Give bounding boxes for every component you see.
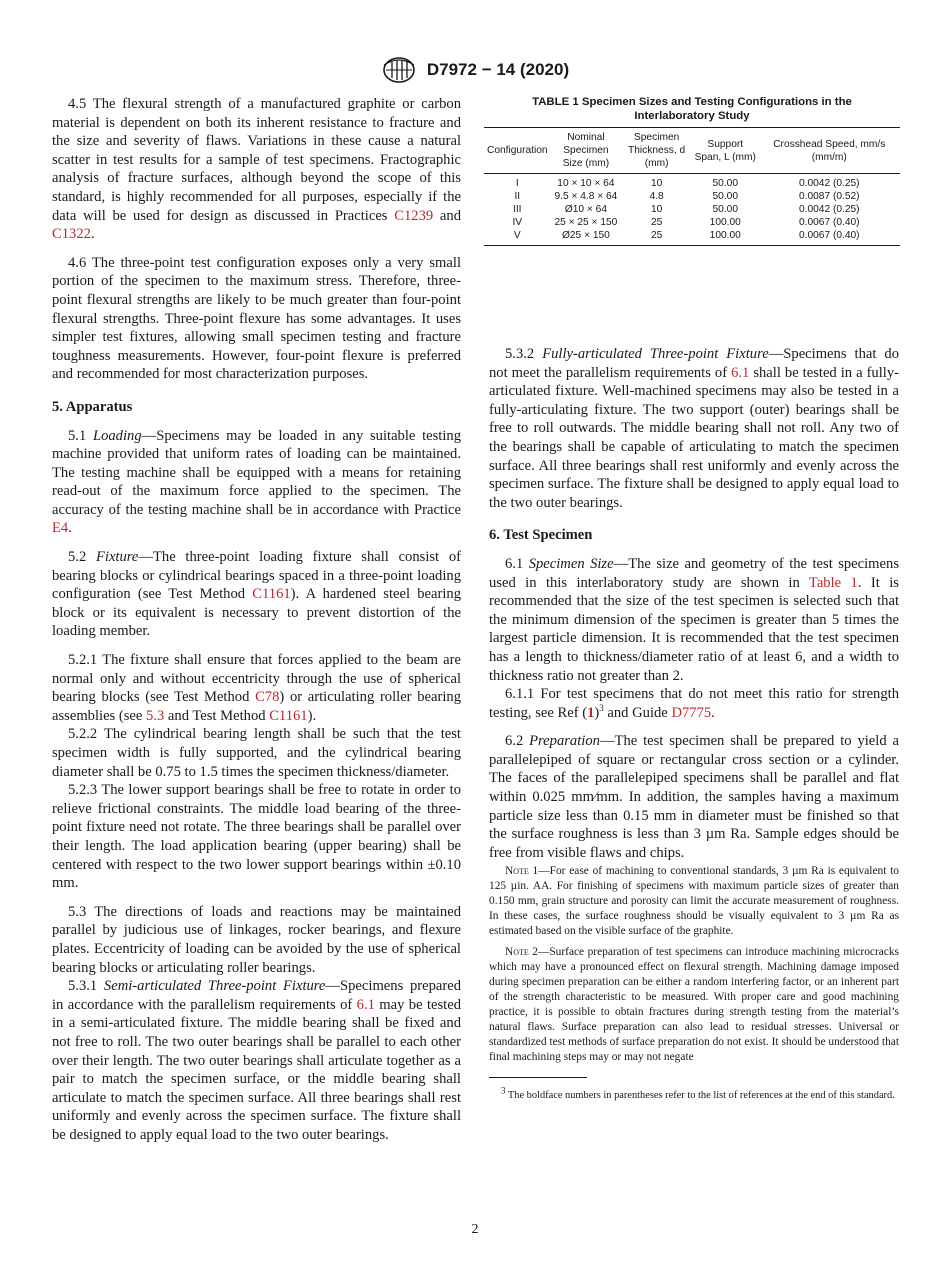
column-header: Support Span, L (mm)	[692, 128, 759, 174]
left-column	[52, 95, 461, 1144]
column-header: Crosshead Speed, mm/s (mm/m)	[759, 128, 900, 174]
link-table-1[interactable]: Table 1	[808, 574, 858, 591]
link-c1161[interactable]: C1161	[269, 707, 308, 724]
table-cell: 25	[621, 229, 692, 246]
paragraph-6-1-1: 6.1.1 For test specimens that do not meet this ratio for strength testing, see Ref $(1)^3$ and Guide D7775.	[489, 686, 899, 721]
paragraph-5-3-1: 5.3.1 Semi-articulated Three-point Fixture—Specimens prepared in accordance with the parallelism requirements of 6.1 may be tested in a semi-articulated fixture. The middle bearing shall be fixed and not free to roll. The two outer bearings shall be parallel to each other over their length. The two outer bearings shall articulate together as a pair to match the specimen surface, or the middle bearing shall articulate to match the specimen surface. All three bearings shall rest uniformly and evenly across the specimen surface. The fixture shall be designed to apply equal load to the two outer bearings.	[52, 978, 462, 1143]
link-d7775[interactable]: D7775	[671, 704, 712, 721]
note-1: Note 1—For ease of machining to conventional standards, 3 µm Ra is equivalent to 125 µin. AA. For finishing of specimens with maximum particle sizes of greater than 0.150 mm, grain structure and porosity can limit the accurate measurement of roughness. In these cases, the surface roughness should be visually equivalent to 3 µm Ra as estimated based on the visible surface of the graphite.	[489, 865, 899, 938]
table-cell: 100.00	[709, 217, 741, 228]
link-e4[interactable]: E4	[52, 520, 69, 537]
paragraph-4-5: 4.5 The flexural strength of a manufactured graphite or carbon material is dependent on both its inherent resistance to fracture and the size and severity of flaws. Variations in these cause a natural scatter in test results for a sample of test specimens. Fractographic analysis of fracture surfaces, although beyond the scope of this standard, is highly recommended for all purposes, especially if the data will be used for design as discussed in Practices C1239 and C1322.	[52, 96, 461, 243]
paragraph-5-2-2: 5.2.2 The cylindrical bearing length shall be such that the test specimen width is fully supported, and the cylindrical bearing diameter shall be 0.75 to 1.5 times the specimen thickness/diameter.	[52, 726, 461, 780]
paragraph-5-3-2: 5.3.2 Fully-articulated Three-point Fixture—Specimens that do not meet the parallelism requirements of 6.1 shall be tested in a fully-articulated fixture. Well-machined specimens may also be tested in a fully-articulating fixture. The two support (outer) bearings shall be free to roll outwards. The middle bearing shall not roll. Any two of the bearings shall be capable of articulating to match the specimen surface. All three bearings shall rest uniformly and evenly across the specimen surface. The fixture shall be designed to apply equal load to the two outer bearings.	[489, 346, 899, 511]
table-cell: Ø25 × 150	[551, 229, 622, 246]
table-row	[484, 190, 900, 203]
table-cell: 0.0067 (0.40)	[759, 229, 900, 246]
table-cell: 10 × 10 × 64	[557, 178, 615, 189]
paragraph-6-2: 6.2 Preparation—The test specimen shall be prepared to yield a parallelepiped of square or rectangular cross section or a cylinder. The faces of the parallelepiped specimens shall be parallel and flat within 0.025 mm⁄mm. In addition, the samples having a maximum particle size less than 0.15 mm in diameter must be finished so that the surface roughness is less than 3 µm Ra. Sample edges should be free from visible flaws and chips.	[489, 733, 899, 861]
link-c1322[interactable]: C1322	[52, 226, 91, 243]
paragraph-4-6: 4.6 The three-point test configuration exposes only a very small portion of the specimen to the maximum stress. Therefore, three-point flexural strengths are likely to be much greater than four-point flexural strengths. Three-point flexure has some advantages. It uses simpler test fixtures, allowing small specimen testing and fracture toughness measurements. However, four-point flexure is preferred and recommended for most characterization purposes.	[52, 254, 461, 383]
link-c1239[interactable]: C1239	[394, 207, 434, 224]
footnote-divider	[489, 1077, 587, 1078]
table-cell: 10	[650, 178, 663, 189]
table-row	[484, 174, 900, 191]
table-cell: 50.00	[712, 204, 738, 215]
table-cell: Ø10 × 64	[564, 204, 607, 215]
column-header: Nominal Specimen Size (mm)	[551, 128, 622, 174]
page-number: 2	[471, 1222, 479, 1237]
table-row	[484, 216, 900, 229]
table-cell: 4.8	[649, 191, 664, 202]
section-heading-apparatus: 5. Apparatus	[52, 398, 133, 415]
paragraph-5-3: 5.3 The directions of loads and reactions may be maintained parallel by judicious use of linkages, rocker bearings, and flexure plates. Eccentricity of loading can be avoided by the use of spherical bearing blocks or articulating roller bearings.	[52, 903, 461, 976]
astm-logo-icon	[381, 56, 417, 84]
link-section-6-1[interactable]: 6.1	[731, 364, 750, 381]
table-cell: 50.00	[712, 191, 738, 202]
document-id: D7972 − 14 (2020)	[426, 60, 570, 79]
column-header: Specimen Thickness, d (mm)	[621, 128, 692, 174]
table-cell: II	[514, 191, 521, 202]
paragraph-6-1: 6.1 Specimen Size—The size and geometry of the test specimens used in this interlaboratory study are shown in Table 1. It is recommended that the size of the test specimen is selected such that the minimum dimension of the specimen is greater than 5 times the largest particle dimension. It is recommended that the test specimen has a length to thickness/diameter ratio of at least 6, and a width to thickness ratio not greater than 2.	[489, 555, 899, 684]
right-column	[489, 345, 899, 1113]
column-header: Configuration	[484, 128, 551, 174]
table-cell: 0.0042 (0.25)	[798, 178, 860, 189]
link-c78[interactable]: C78	[255, 689, 280, 706]
table-title: TABLE 1 Specimen Sizes and Testing Configurations in the Interlaboratory Study	[532, 96, 852, 122]
table-cell: 0.0042 (0.25)	[798, 204, 860, 215]
table-cell: I	[515, 178, 519, 189]
link-reference-1[interactable]: 1	[587, 704, 595, 721]
table-cell: 0.0087 (0.52)	[798, 191, 860, 202]
paragraph-5-2-3: 5.2.3 The lower support bearings shall be free to rotate in order to relieve frictional constraints. The middle load bearing of the three-point fixture need not rotate. The three bearings shall be parallel over their length. The load application bearing (upper bearing) shall be centered with respect to the two lower support bearings within ±0.10 mm.	[52, 782, 461, 892]
table-cell: 25 × 25 × 150	[554, 217, 618, 228]
section-heading-test-specimen: 6. Test Specimen	[489, 527, 593, 544]
page-header	[0, 56, 950, 84]
table-cell: 25	[650, 217, 663, 228]
paragraph-5-2-1: 5.2.1 The fixture shall ensure that forces applied to the beam are normal only and without eccentricity through the use of spherical bearing blocks (see Test Method C78) or articulating roller bearing assemblies (see 5.3 and Test Method C1161).	[52, 652, 461, 724]
table-cell: 10	[650, 204, 663, 215]
specimen-table	[484, 127, 900, 246]
link-c1161[interactable]: C1161	[252, 586, 291, 603]
footnote-3: $^3$ The boldface numbers in parentheses refer to the list of references at the end of this standard.	[501, 1085, 895, 1101]
table-cell: III	[513, 204, 522, 215]
table-cell: 9.5 × 4.8 × 64	[554, 191, 618, 202]
table-cell: V	[484, 229, 551, 246]
table-row	[484, 203, 900, 216]
link-section-6-1[interactable]: 6.1	[356, 996, 375, 1013]
table-cell: IV	[512, 217, 523, 228]
table-cell: 100.00	[692, 229, 759, 246]
paragraph-5-1: 5.1 Loading—Specimens may be loaded in any suitable testing machine provided that uniform rates of loading can be maintained. The testing machine shall be equipped with a means for retaining read-out of the maximum force applied to the specimen. The accuracy of the testing machine shall be in accordance with Practice E4.	[52, 427, 462, 537]
table-row	[484, 229, 900, 246]
link-section-5-3[interactable]: 5.3	[146, 707, 165, 724]
footnote-marker: 3	[599, 702, 604, 713]
table-cell: 0.0067 (0.40)	[798, 217, 860, 228]
table-1	[484, 95, 900, 246]
table-cell: 50.00	[712, 178, 738, 189]
paragraph-5-2: 5.2 Fixture—The three-point loading fixture shall consist of bearing blocks or cylindrical bearings spaced in a three-point loading configuration (see Test Method C1161). A hardened steel bearing block or its equivalent is necessary to prevent distortion of the loading member.	[52, 549, 462, 640]
table-header-row	[484, 128, 900, 174]
note-2: Note 2—Surface preparation of test specimens can introduce machining microcracks which may have a pronounced effect on flexural strength. Machining damage imposed during specimen preparation can be either a random interfering factor, or an inherent part of the strength characteristic to be measured. With proper care and good machining practice, it is possible to obtain fractures during strength testing from the material’s natural flaws. Surface preparation can also lead to residual stresses. Universal or standardized test methods of surface preparation do not exist. It should be understood that final machining steps may or may not negate	[489, 946, 899, 1064]
